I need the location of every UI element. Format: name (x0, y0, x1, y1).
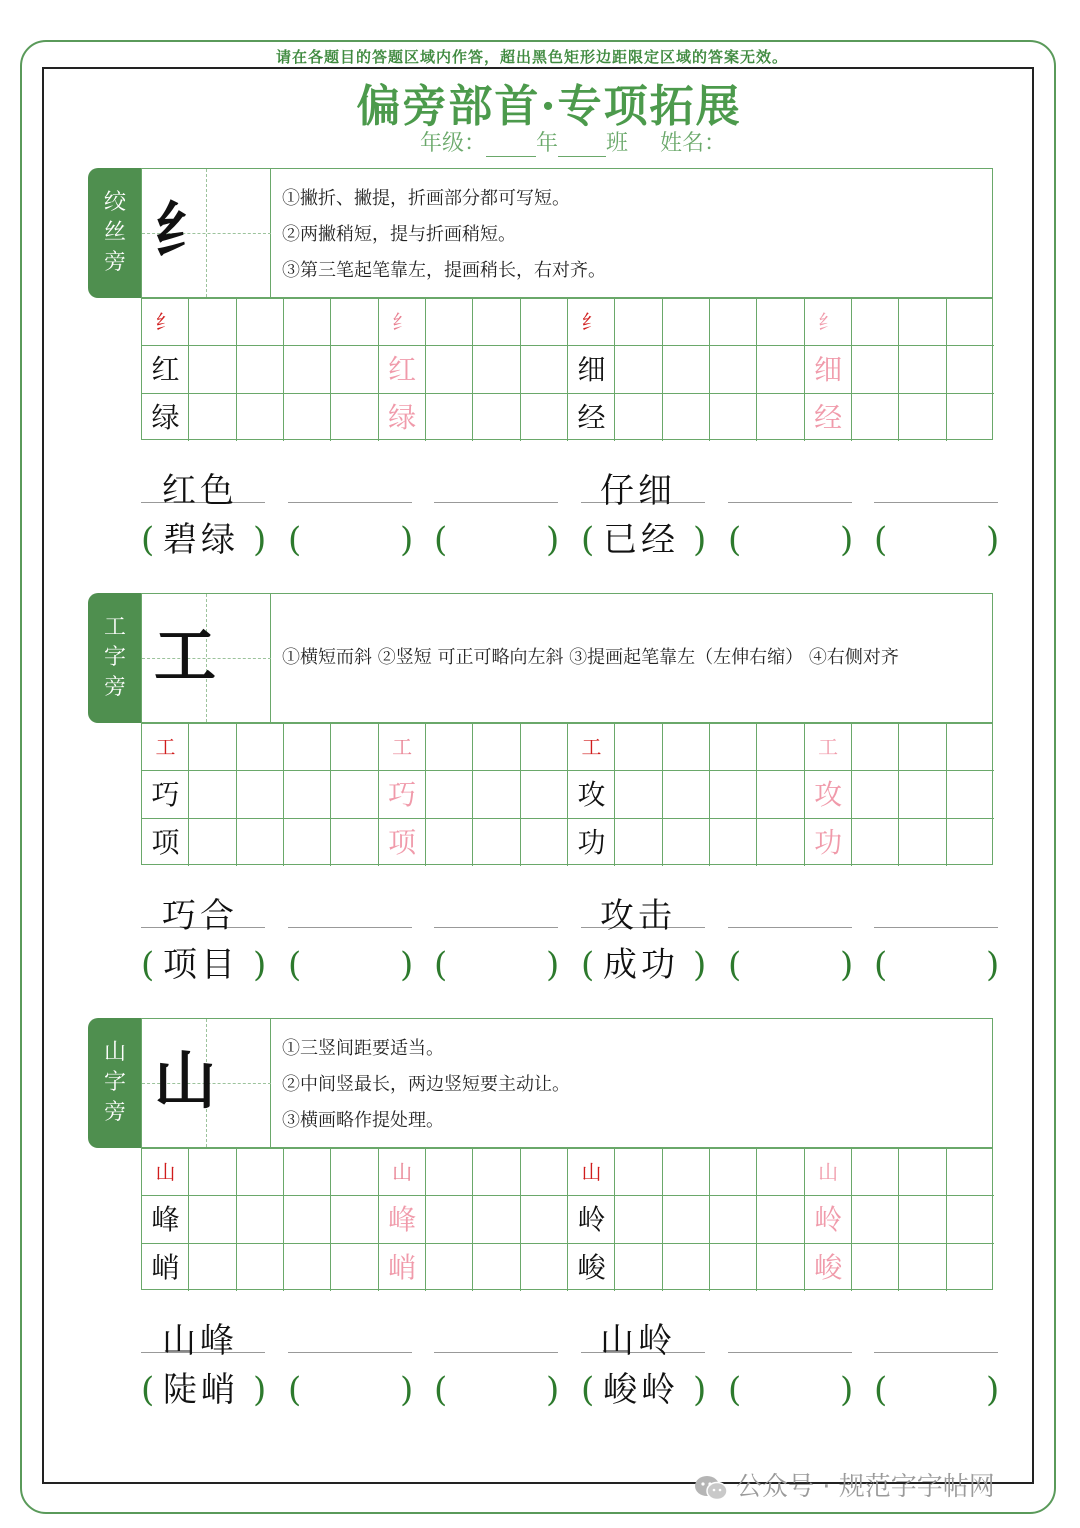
student-info-line (420, 126, 726, 157)
grid-cell[interactable] (473, 1149, 520, 1196)
grid-cell[interactable] (284, 724, 331, 771)
grid-cell[interactable] (237, 394, 284, 441)
grid-cell[interactable] (710, 771, 757, 818)
grid-cell[interactable] (899, 1196, 946, 1243)
word-writing-line[interactable] (728, 927, 852, 928)
grid-cell[interactable] (426, 1149, 473, 1196)
grid-cell[interactable] (284, 299, 331, 346)
word-writing-line[interactable] (434, 927, 558, 928)
grid-cell[interactable] (757, 724, 804, 771)
paren-word: 已经 (603, 520, 679, 560)
close-paren: ) (400, 520, 414, 560)
radical-stroke-sample: 山 (581, 1160, 602, 1184)
grid-cell[interactable] (189, 724, 236, 771)
practice-grid (141, 1148, 993, 1290)
writing-tips (282, 1031, 570, 1139)
paren-answer-blank[interactable] (456, 520, 542, 560)
grid-cell[interactable] (331, 1149, 378, 1196)
paren-answer-blank[interactable] (310, 945, 396, 985)
open-paren: ( (288, 945, 302, 985)
radical-demo-cell (142, 169, 271, 297)
paren-answer-blank[interactable] (896, 520, 982, 560)
grid-cell[interactable] (284, 394, 331, 441)
grid-cell[interactable] (852, 346, 899, 393)
open-paren: ( (288, 1370, 302, 1410)
grid-cell[interactable] (899, 724, 946, 771)
practice-char: 经 (814, 400, 843, 434)
practice-char: 攻 (577, 778, 606, 812)
grid-cell[interactable] (899, 771, 946, 818)
practice-char: 细 (577, 353, 606, 387)
grid-cell[interactable] (473, 1196, 520, 1243)
grid-cell[interactable] (331, 1244, 378, 1291)
radical-stroke-sample: 山 (155, 1160, 176, 1184)
close-paren: ) (546, 520, 560, 560)
grid-cell[interactable] (284, 771, 331, 818)
grid-cell[interactable] (947, 346, 994, 393)
practice-char: 峰 (151, 1203, 180, 1237)
grid-cell[interactable] (710, 299, 757, 346)
grid-cell[interactable] (521, 346, 568, 393)
radical-demo-cell (142, 1019, 271, 1147)
paren-word: 成功 (603, 945, 679, 985)
grid-cell[interactable] (899, 299, 946, 346)
word-writing-line[interactable] (874, 502, 998, 503)
grid-cell[interactable] (426, 1244, 473, 1291)
tip-line: ③第三笔起笔靠左，提画稍长，右对齐。 (282, 260, 606, 281)
grid-cell[interactable] (284, 1149, 331, 1196)
grid-cell[interactable] (947, 771, 994, 818)
word-writing-line[interactable] (728, 1352, 852, 1353)
grid-cell[interactable] (189, 1244, 236, 1291)
grid-cell[interactable] (237, 346, 284, 393)
grid-cell[interactable] (947, 1196, 994, 1243)
word-writing-line[interactable] (728, 502, 852, 503)
close-paren: ) (840, 1370, 854, 1410)
grid-cell[interactable] (899, 1149, 946, 1196)
grade-blank[interactable] (486, 136, 536, 157)
grid-cell[interactable] (237, 1196, 284, 1243)
example-word: 红色 (162, 471, 238, 511)
word-writing-line[interactable] (288, 1352, 412, 1353)
tab-char: 旁 (103, 675, 126, 700)
paren-answer-blank[interactable] (750, 945, 836, 985)
grid-cell[interactable] (710, 1196, 757, 1243)
grid-cell[interactable] (757, 394, 804, 441)
grid-cell[interactable] (331, 819, 378, 866)
radical-stroke-sample: 山 (392, 1160, 413, 1184)
radical-info-box (141, 168, 993, 298)
close-paren: ) (693, 945, 707, 985)
grid-cell[interactable] (757, 299, 804, 346)
practice-char: 功 (577, 825, 606, 859)
grid-cell[interactable] (757, 1196, 804, 1243)
close-paren: ) (693, 1370, 707, 1410)
grid-cell[interactable] (852, 299, 899, 346)
practice-grid (141, 723, 993, 865)
example-word: 山岭 (600, 1321, 676, 1361)
grid-cell[interactable] (947, 819, 994, 866)
grid-cell[interactable] (852, 771, 899, 818)
grid-cell[interactable] (710, 724, 757, 771)
grid-cell[interactable] (852, 1196, 899, 1243)
grid-cell[interactable] (521, 1244, 568, 1291)
practice-char: 红 (388, 353, 417, 387)
grid-cell[interactable] (663, 771, 710, 818)
grid-cell[interactable] (521, 724, 568, 771)
grid-cell[interactable] (426, 771, 473, 818)
class-blank[interactable] (558, 136, 606, 157)
open-paren: ( (141, 1370, 155, 1410)
grid-cell[interactable] (663, 724, 710, 771)
practice-char: 攻 (814, 778, 843, 812)
open-paren: ( (581, 945, 595, 985)
grid-cell[interactable] (189, 394, 236, 441)
practice-char: 峰 (388, 1203, 417, 1237)
grid-cell[interactable] (331, 299, 378, 346)
grid-cell[interactable] (521, 299, 568, 346)
grid-cell[interactable] (521, 394, 568, 441)
open-paren: ( (141, 945, 155, 985)
grid-cell[interactable] (189, 1196, 236, 1243)
practice-char: 峭 (151, 1250, 180, 1284)
grid-cell[interactable] (189, 771, 236, 818)
grid-cell[interactable] (189, 1149, 236, 1196)
grid-cell[interactable] (899, 1244, 946, 1291)
close-paren: ) (400, 945, 414, 985)
grid-cell[interactable] (473, 724, 520, 771)
close-paren: ) (546, 945, 560, 985)
paren-answer-blank[interactable] (310, 1370, 396, 1410)
grid-cell[interactable] (663, 1196, 710, 1243)
practice-char: 细 (814, 353, 843, 387)
grid-cell[interactable] (284, 1196, 331, 1243)
tab-char: 丝 (103, 220, 126, 245)
grid-cell[interactable] (663, 346, 710, 393)
open-paren: ( (728, 520, 742, 560)
radical-glyph: 工 (153, 619, 216, 692)
paren-word: 陡峭 (163, 1370, 239, 1410)
close-paren: ) (693, 520, 707, 560)
paren-answer-blank[interactable] (310, 520, 396, 560)
close-paren: ) (986, 520, 1000, 560)
grid-cell[interactable] (663, 299, 710, 346)
open-paren: ( (874, 1370, 888, 1410)
word-writing-line[interactable] (874, 1352, 998, 1353)
grid-cell[interactable] (331, 394, 378, 441)
grid-cell[interactable] (473, 771, 520, 818)
year-label: 年 (536, 131, 559, 156)
open-paren: ( (728, 1370, 742, 1410)
radical-stroke-sample: 工 (392, 735, 413, 759)
grid-cell[interactable] (189, 346, 236, 393)
grid-cell[interactable] (426, 394, 473, 441)
word-writing-line[interactable] (874, 927, 998, 928)
radical-stroke-sample: 纟 (581, 310, 602, 334)
grid-cell[interactable] (710, 1149, 757, 1196)
tab-char: 旁 (103, 250, 126, 275)
grid-cell[interactable] (473, 1244, 520, 1291)
close-paren: ) (546, 1370, 560, 1410)
example-word: 山峰 (162, 1321, 238, 1361)
grid-cell[interactable] (852, 819, 899, 866)
grid-cell[interactable] (663, 1149, 710, 1196)
close-paren: ) (400, 1370, 414, 1410)
grid-cell[interactable] (426, 819, 473, 866)
grid-cell[interactable] (521, 1196, 568, 1243)
tip-line: ②两撇稍短，提与折画稍短。 (282, 224, 516, 245)
practice-char: 功 (814, 825, 843, 859)
grid-cell[interactable] (615, 346, 662, 393)
grid-cell[interactable] (615, 394, 662, 441)
open-paren: ( (728, 945, 742, 985)
grid-cell[interactable] (615, 1149, 662, 1196)
wechat-icon (694, 1474, 728, 1502)
grid-cell[interactable] (710, 1244, 757, 1291)
tip-line: ②中间竖最长，两边竖短要主动让。 (282, 1074, 570, 1095)
practice-char: 岭 (814, 1203, 843, 1237)
grid-cell[interactable] (426, 724, 473, 771)
tip-line: ①撇折、撇提，折画部分都可写短。 (282, 188, 570, 209)
grid-cell[interactable] (521, 771, 568, 818)
grid-cell[interactable] (710, 819, 757, 866)
class-label: 班 (606, 131, 629, 156)
tab-char: 工 (103, 615, 126, 640)
radical-glyph: 山 (153, 1044, 216, 1117)
watermark-text: 公众号 · 规范字字帖网 (736, 1472, 995, 1502)
grid-cell[interactable] (757, 1149, 804, 1196)
word-writing-line[interactable] (288, 927, 412, 928)
tab-char: 旁 (103, 1100, 126, 1125)
tip-line: ③横画略作提处理。 (282, 1110, 444, 1131)
grid-cell[interactable] (947, 394, 994, 441)
close-paren: ) (986, 1370, 1000, 1410)
radical-stroke-sample: 工 (581, 735, 602, 759)
radical-stroke-sample: 纟 (818, 310, 839, 334)
grid-cell[interactable] (947, 724, 994, 771)
paren-word: 碧绿 (163, 520, 239, 560)
grid-cell[interactable] (615, 299, 662, 346)
practice-char: 巧 (151, 778, 180, 812)
grid-cell[interactable] (663, 819, 710, 866)
example-word: 巧合 (162, 896, 238, 936)
grid-cell[interactable] (899, 346, 946, 393)
radical-info-box (141, 1018, 993, 1148)
writing-tips (282, 640, 899, 676)
paren-answer-blank[interactable] (456, 1370, 542, 1410)
grid-cell[interactable] (237, 1244, 284, 1291)
grid-cell[interactable] (331, 771, 378, 818)
grid-cell[interactable] (426, 1196, 473, 1243)
close-paren: ) (840, 945, 854, 985)
grid-cell[interactable] (757, 819, 804, 866)
open-paren: ( (434, 945, 448, 985)
grid-cell[interactable] (757, 771, 804, 818)
grid-cell[interactable] (284, 1244, 331, 1291)
open-paren: ( (434, 520, 448, 560)
word-writing-line[interactable] (288, 502, 412, 503)
close-paren: ) (840, 520, 854, 560)
open-paren: ( (874, 945, 888, 985)
practice-char: 峻 (814, 1250, 843, 1284)
grid-cell[interactable] (899, 819, 946, 866)
watermark (694, 1466, 995, 1503)
practice-char: 经 (577, 400, 606, 434)
practice-grid (141, 298, 993, 440)
grid-cell[interactable] (237, 771, 284, 818)
practice-char: 峭 (388, 1250, 417, 1284)
grid-cell[interactable] (331, 346, 378, 393)
grid-cell[interactable] (521, 1149, 568, 1196)
grid-cell[interactable] (189, 819, 236, 866)
radical-demo-cell (142, 594, 271, 722)
grid-cell[interactable] (852, 1244, 899, 1291)
open-paren: ( (141, 520, 155, 560)
practice-char: 绿 (151, 400, 180, 434)
notice-text: 请在各题目的答题区域内作答，超出黑色矩形边距限定区域的答案无效。 (275, 48, 788, 66)
grid-cell[interactable] (284, 346, 331, 393)
tab-char: 字 (103, 645, 126, 670)
grid-cell[interactable] (473, 299, 520, 346)
close-paren: ) (253, 945, 267, 985)
paren-word: 峻岭 (603, 1370, 679, 1410)
grid-cell[interactable] (947, 299, 994, 346)
radical-stroke-sample: 纟 (155, 310, 176, 334)
grid-cell[interactable] (757, 1244, 804, 1291)
radical-info-box (141, 593, 993, 723)
word-writing-line[interactable] (434, 1352, 558, 1353)
paren-answer-blank[interactable] (750, 520, 836, 560)
grid-cell[interactable] (899, 394, 946, 441)
tip-line: ①横短而斜 ②竖短 可正可略向左斜 ③提画起笔靠左（左伸右缩） ④右侧对齐 (282, 647, 899, 668)
tab-char: 绞 (103, 190, 126, 215)
practice-char: 项 (388, 825, 417, 859)
grid-cell[interactable] (615, 1244, 662, 1291)
grid-cell[interactable] (852, 394, 899, 441)
paren-word: 项目 (163, 945, 239, 985)
grid-cell[interactable] (710, 346, 757, 393)
radical-name-tab (88, 1018, 142, 1148)
paren-answer-blank[interactable] (750, 1370, 836, 1410)
open-paren: ( (288, 520, 302, 560)
grid-cell[interactable] (521, 819, 568, 866)
close-paren: ) (253, 520, 267, 560)
close-paren: ) (986, 945, 1000, 985)
grade-label: 年级： (420, 131, 487, 156)
grid-cell[interactable] (615, 819, 662, 866)
grid-cell[interactable] (331, 1196, 378, 1243)
grid-cell[interactable] (852, 1149, 899, 1196)
grid-cell[interactable] (615, 724, 662, 771)
radical-glyph: 纟 (153, 194, 216, 267)
grid-cell[interactable] (852, 724, 899, 771)
radical-name-tab (88, 593, 142, 723)
paren-answer-blank[interactable] (456, 945, 542, 985)
practice-char: 峻 (577, 1250, 606, 1284)
grid-cell[interactable] (237, 819, 284, 866)
open-paren: ( (434, 1370, 448, 1410)
page-title: 偏旁部首·专项拓展 (356, 81, 742, 132)
tab-char: 字 (103, 1070, 126, 1095)
close-paren: ) (253, 1370, 267, 1410)
grid-cell[interactable] (189, 299, 236, 346)
open-paren: ( (874, 520, 888, 560)
open-paren: ( (581, 1370, 595, 1410)
grid-cell[interactable] (663, 394, 710, 441)
example-word: 仔细 (600, 471, 676, 511)
practice-char: 岭 (577, 1203, 606, 1237)
example-word: 攻击 (600, 896, 676, 936)
grid-cell[interactable] (331, 724, 378, 771)
grid-cell[interactable] (473, 394, 520, 441)
grid-cell[interactable] (237, 299, 284, 346)
grid-cell[interactable] (947, 1149, 994, 1196)
radical-stroke-sample: 纟 (392, 310, 413, 334)
practice-char: 绿 (388, 400, 417, 434)
tab-char: 山 (103, 1040, 126, 1065)
grid-cell[interactable] (426, 346, 473, 393)
practice-char: 红 (151, 353, 180, 387)
practice-char: 项 (151, 825, 180, 859)
tip-line: ①三竖间距要适当。 (282, 1038, 444, 1059)
paren-answer-blank[interactable] (896, 945, 982, 985)
radical-stroke-sample: 山 (818, 1160, 839, 1184)
grid-cell[interactable] (615, 771, 662, 818)
writing-tips (282, 181, 606, 289)
grid-cell[interactable] (663, 1244, 710, 1291)
open-paren: ( (581, 520, 595, 560)
grid-cell[interactable] (284, 819, 331, 866)
grid-cell[interactable] (473, 346, 520, 393)
radical-stroke-sample: 工 (155, 735, 176, 759)
grid-cell[interactable] (426, 299, 473, 346)
grid-cell[interactable] (757, 346, 804, 393)
grid-cell[interactable] (473, 819, 520, 866)
practice-char: 巧 (388, 778, 417, 812)
grid-cell[interactable] (710, 394, 757, 441)
grid-cell[interactable] (237, 724, 284, 771)
name-label: 姓名： (660, 131, 727, 156)
radical-name-tab (88, 168, 142, 298)
grid-cell[interactable] (615, 1196, 662, 1243)
grid-cell[interactable] (947, 1244, 994, 1291)
radical-stroke-sample: 工 (818, 735, 839, 759)
grid-cell[interactable] (237, 1149, 284, 1196)
word-writing-line[interactable] (434, 502, 558, 503)
paren-answer-blank[interactable] (896, 1370, 982, 1410)
